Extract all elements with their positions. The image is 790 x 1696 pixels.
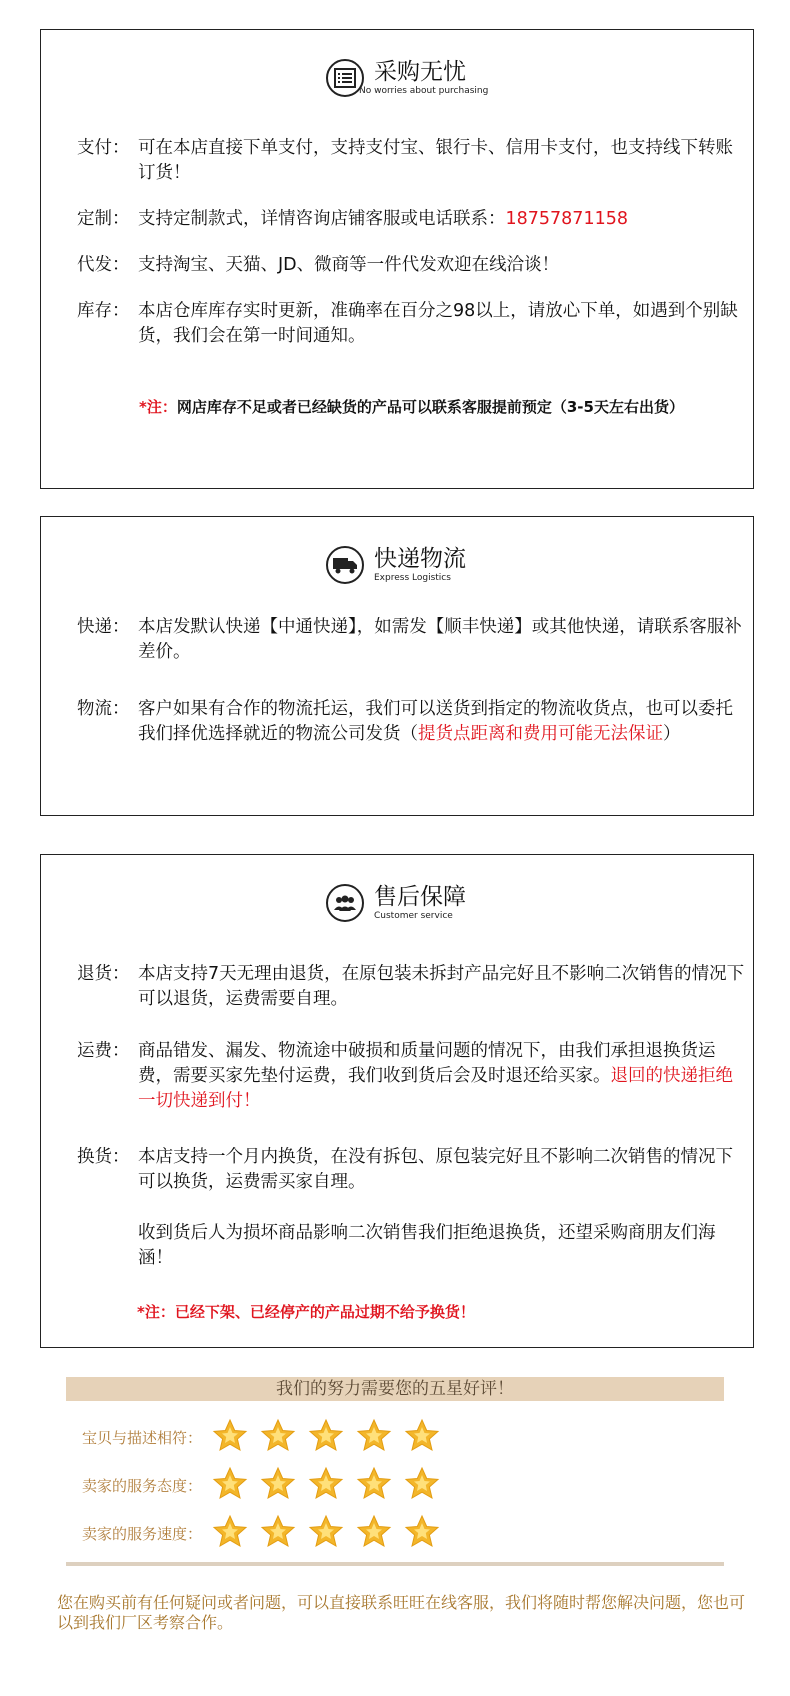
phone-number[interactable]: 18757871158	[505, 209, 628, 229]
exchange-note: *注：已经下架、已经停产的产品过期不给予换货！	[137, 1303, 475, 1321]
return-item	[77, 962, 747, 1012]
item-text: 支持定制款式，详情咨询店铺客服或电话联系：	[138, 209, 506, 229]
item-text: 收到货后人为损坏商品影响二次销售我们拒绝退换货，还望采购商朋友们海涵！	[138, 1223, 716, 1268]
star-icon	[404, 1466, 440, 1502]
divider	[66, 1562, 724, 1566]
star-icon	[404, 1514, 440, 1550]
star-group	[212, 1466, 452, 1502]
star-icon	[212, 1514, 248, 1550]
item-label: 退货：	[77, 964, 130, 984]
star-group	[212, 1514, 452, 1550]
stock-note	[139, 396, 684, 417]
note-text: 网店库存不足或者已经缺货的产品可以联系客服提前预定（3-5天左右出货）	[176, 398, 684, 416]
item-text: 本店支持一个月内换货，在没有拆包、原包装完好且不影响二次销售的情况下可以换货，运费需买家自理。	[138, 1147, 733, 1192]
express-item	[77, 615, 747, 665]
star-group	[212, 1418, 452, 1454]
rating-label: 卖家的服务速度：	[82, 1525, 203, 1543]
purchase-section	[40, 29, 754, 489]
payment-item	[77, 136, 747, 186]
item-label: 换货：	[77, 1147, 130, 1167]
star-icon	[260, 1418, 296, 1454]
aftersale-section	[40, 854, 754, 1348]
rating-banner: 我们的努力需要您的五星好评！	[66, 1377, 724, 1401]
item-text: 支持淘宝、天猫、JD、微商等一件代发欢迎在线洽谈！	[138, 255, 560, 275]
shipping-fee-item	[77, 1039, 747, 1114]
section-title: 快递物流	[374, 546, 466, 572]
star-icon	[356, 1466, 392, 1502]
star-icon	[212, 1418, 248, 1454]
custom-item	[77, 207, 747, 232]
item-label: 快递：	[77, 617, 130, 637]
item-text: 本店仓库库存实时更新，准确率在百分之98以上，请放心下单，如遇到个别缺货，我们会在第一时间通知。	[138, 301, 738, 346]
item-label: 库存：	[77, 301, 130, 321]
exchange-item	[77, 1145, 747, 1195]
item-label: 定制：	[77, 209, 130, 229]
stock-item	[77, 299, 747, 349]
section-title: 售后保障	[374, 884, 466, 910]
item-text: 客户如果有合作的物流托运，我们可以送货到指定的物流收货点，也可以委托我们择优选择就近的物流公司发货（	[138, 699, 733, 744]
truck-icon	[326, 546, 364, 584]
star-icon	[308, 1418, 344, 1454]
item-warning: 提货点距离和费用可能无法保证	[418, 724, 663, 744]
rating-label: 宝贝与描述相符：	[82, 1429, 203, 1447]
section-subtitle: Customer service	[374, 911, 453, 921]
item-text: 本店发默认快递【中通快递】，如需发【顺丰快递】或其他快递，请联系客服补差价。	[138, 617, 742, 662]
footer-note: 您在购买前有任何疑问或者问题，可以直接联系旺旺在线客服，我们将随时帮您解决问题，您也可以到我们厂区考察合作。	[57, 1593, 746, 1632]
customer-service-icon	[326, 884, 364, 922]
note-mark: *注：	[139, 398, 177, 416]
item-label: 运费：	[77, 1041, 130, 1061]
star-icon	[308, 1466, 344, 1502]
star-icon	[308, 1514, 344, 1550]
damage-policy-item	[77, 1221, 747, 1271]
item-label: 代发：	[77, 255, 130, 275]
star-icon	[212, 1466, 248, 1502]
item-tail: ）	[663, 724, 681, 744]
section-header	[41, 546, 753, 590]
section-title: 采购无忧	[374, 59, 466, 85]
section-header	[41, 59, 753, 103]
item-warning: 退回的快递拒绝一切快递到付！	[138, 1066, 733, 1111]
logistics-item	[77, 697, 747, 747]
rating-label: 卖家的服务态度：	[82, 1477, 203, 1495]
express-section	[40, 516, 754, 816]
item-text: 商品错发、漏发、物流途中破损和质量问题的情况下，由我们承担退换货运费，需要买家先垫付运费，我们收到货后会及时退还给买家。	[138, 1041, 716, 1086]
star-icon	[356, 1514, 392, 1550]
star-icon	[260, 1514, 296, 1550]
item-text: 本店支持7天无理由退货，在原包装未拆封产品完好且不影响二次销售的情况下可以退货，运费需要自理。	[138, 964, 745, 1009]
item-text: 可在本店直接下单支付，支持支付宝、银行卡、信用卡支付，也支持线下转账订货！	[138, 138, 733, 183]
star-icon	[404, 1418, 440, 1454]
section-subtitle: Express Logistics	[374, 573, 451, 583]
section-subtitle: No worries about purchasing	[359, 86, 489, 96]
dropship-item	[77, 253, 747, 278]
star-icon	[356, 1418, 392, 1454]
star-icon	[260, 1466, 296, 1502]
item-label: 支付：	[77, 138, 130, 158]
item-label: 物流：	[77, 699, 130, 719]
section-header	[41, 884, 753, 928]
